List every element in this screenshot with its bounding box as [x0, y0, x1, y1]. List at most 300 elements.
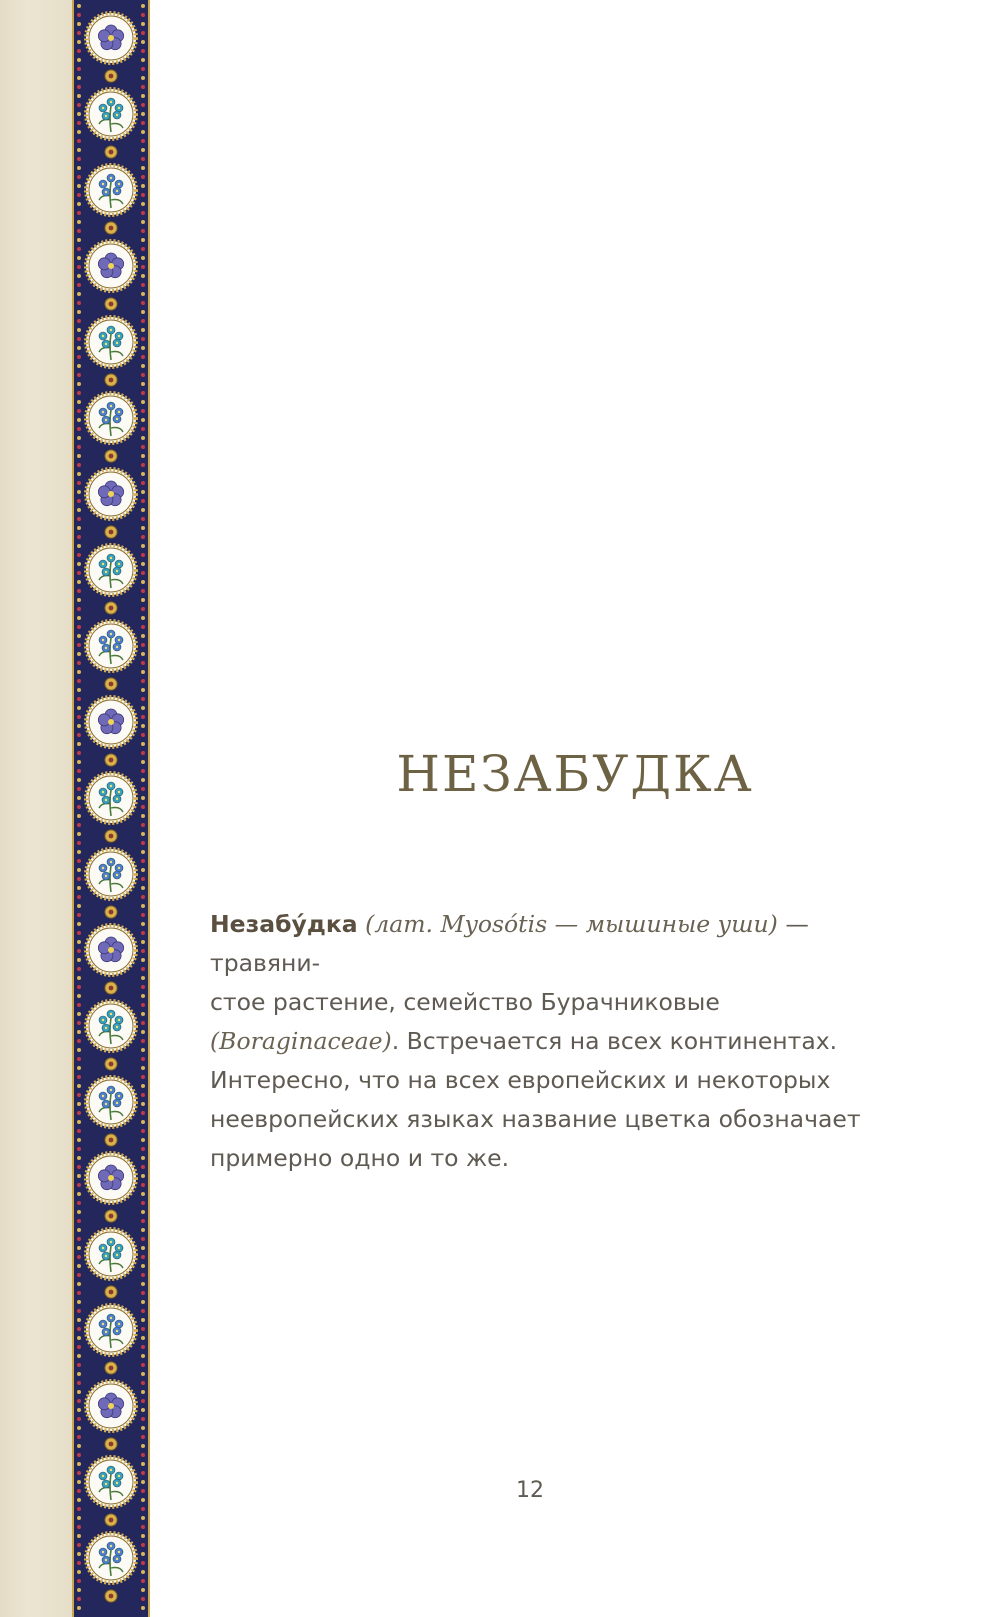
text-segment: стое растение, семейство Бурачниковые	[210, 988, 720, 1016]
border-dot	[141, 337, 145, 341]
border-dot	[77, 1291, 81, 1295]
border-dot	[77, 1138, 81, 1142]
border-dot	[77, 265, 81, 269]
border-dot	[141, 40, 145, 44]
border-dot	[77, 1075, 81, 1079]
border-dot	[77, 1057, 81, 1061]
border-dot	[141, 1534, 145, 1538]
border-dot	[141, 841, 145, 845]
border-dot	[141, 463, 145, 467]
border-dot	[141, 166, 145, 170]
flower-petal	[98, 30, 110, 42]
border-dot	[141, 1102, 145, 1106]
small-flower-center	[105, 1255, 107, 1257]
border-dot	[141, 967, 145, 971]
border-dot	[77, 4, 81, 8]
border-dot	[77, 1462, 81, 1466]
border-dot	[141, 607, 145, 611]
page-number: 12	[516, 1478, 544, 1503]
border-dot	[141, 553, 145, 557]
border-dot	[77, 1408, 81, 1412]
border-dot	[77, 58, 81, 62]
border-dot	[77, 976, 81, 980]
small-flower-center	[116, 190, 118, 192]
border-dot	[141, 688, 145, 692]
border-dot	[77, 895, 81, 899]
small-flower-center	[116, 1330, 118, 1332]
small-flower-center	[105, 875, 107, 877]
border-dot	[141, 1426, 145, 1430]
border-dot	[77, 292, 81, 296]
border-dot	[77, 715, 81, 719]
small-flower-center	[118, 1551, 120, 1553]
border-dot	[141, 1435, 145, 1439]
border-dot	[141, 949, 145, 953]
gold-rosette-center	[109, 530, 114, 535]
border-dot	[77, 1363, 81, 1367]
border-dot	[77, 544, 81, 548]
border-dot	[77, 490, 81, 494]
border-dot	[141, 724, 145, 728]
border-dot	[77, 319, 81, 323]
border-dot	[141, 1525, 145, 1529]
border-dot	[141, 715, 145, 719]
border-dot	[141, 670, 145, 674]
flower-petal	[98, 1170, 110, 1182]
border-dot	[77, 175, 81, 179]
border-dot	[77, 346, 81, 350]
border-dot	[77, 472, 81, 476]
border-dot	[141, 319, 145, 323]
border-dot	[141, 1480, 145, 1484]
border-dot	[141, 1345, 145, 1349]
border-dot	[141, 931, 145, 935]
flower-petal	[98, 714, 110, 726]
border-dot	[77, 1435, 81, 1439]
text-segment: .	[391, 1027, 400, 1055]
border-dot	[141, 535, 145, 539]
gold-rosette-center	[109, 1442, 114, 1447]
border-dot	[141, 832, 145, 836]
border-dot	[141, 1165, 145, 1169]
border-dot	[141, 436, 145, 440]
border-dot	[77, 445, 81, 449]
small-flower-center	[110, 1241, 112, 1243]
border-dot	[77, 1372, 81, 1376]
border-dot	[141, 589, 145, 593]
small-flower-center	[102, 1475, 104, 1477]
border-dot	[77, 841, 81, 845]
border-dot	[77, 1336, 81, 1340]
border-dot	[141, 49, 145, 53]
border-dot	[77, 742, 81, 746]
border-dot	[141, 1057, 145, 1061]
small-flower-center	[118, 1475, 120, 1477]
gold-rosette-center	[109, 454, 114, 459]
border-dot	[141, 193, 145, 197]
border-dot	[77, 499, 81, 503]
small-flower-center	[118, 563, 120, 565]
border-dot	[141, 76, 145, 80]
border-dot	[77, 1246, 81, 1250]
border-dot	[141, 1138, 145, 1142]
small-flower-center	[102, 1551, 104, 1553]
page-title: НЕЗАБУДКА	[396, 745, 754, 803]
border-dot	[77, 1399, 81, 1403]
border-dot	[141, 526, 145, 530]
border-dot	[77, 832, 81, 836]
small-flower-center	[116, 114, 118, 116]
small-flower-center	[102, 1019, 104, 1021]
border-dot	[141, 4, 145, 8]
border-dot	[77, 310, 81, 314]
border-dot	[77, 1426, 81, 1430]
gold-rosette-center	[109, 1138, 114, 1143]
small-flower-center	[110, 861, 112, 863]
border-dot	[77, 787, 81, 791]
border-dot	[141, 13, 145, 17]
border-dot	[77, 535, 81, 539]
border-dot	[77, 229, 81, 233]
border-dot	[77, 1039, 81, 1043]
border-dot	[77, 922, 81, 926]
border-dot	[141, 544, 145, 548]
border-dot	[77, 1048, 81, 1052]
border-dot	[77, 1228, 81, 1232]
border-dot	[77, 157, 81, 161]
border-dot	[141, 1273, 145, 1277]
border-dot	[141, 1399, 145, 1403]
border-dot	[77, 427, 81, 431]
gold-rosette-center	[109, 758, 114, 763]
border-dot	[77, 1282, 81, 1286]
border-dot	[77, 778, 81, 782]
border-dot	[77, 751, 81, 755]
small-flower-center	[118, 1247, 120, 1249]
border-dot	[141, 1093, 145, 1097]
small-flower-center	[110, 405, 112, 407]
border-dot	[77, 1444, 81, 1448]
border-dot	[141, 1390, 145, 1394]
border-dot	[141, 1201, 145, 1205]
border-dot	[77, 526, 81, 530]
border-dot	[141, 1021, 145, 1025]
flower-petal	[98, 258, 110, 270]
border-dot	[77, 1111, 81, 1115]
border-dot	[141, 1372, 145, 1376]
border-dot	[77, 1390, 81, 1394]
border-dot	[141, 994, 145, 998]
border-dot	[77, 364, 81, 368]
border-dot	[77, 733, 81, 737]
border-dot	[141, 697, 145, 701]
border-dot	[77, 643, 81, 647]
border-dot	[77, 1579, 81, 1583]
small-flower-center	[118, 335, 120, 337]
border-dot	[77, 418, 81, 422]
small-flower-center	[116, 1558, 118, 1560]
border-dot	[77, 1102, 81, 1106]
border-dot	[77, 139, 81, 143]
small-flower-center	[105, 115, 107, 117]
small-flower-center	[118, 1323, 120, 1325]
border-dot	[141, 859, 145, 863]
small-flower-center	[118, 1019, 120, 1021]
border-dot	[141, 580, 145, 584]
flower-center	[108, 1403, 114, 1409]
border-dot	[141, 1003, 145, 1007]
border-dot	[141, 139, 145, 143]
border-dot	[77, 706, 81, 710]
border-dot	[141, 202, 145, 206]
small-flower-center	[102, 183, 104, 185]
flower-petal	[98, 1398, 110, 1410]
border-dot	[77, 193, 81, 197]
border-dot	[141, 1255, 145, 1259]
border-dot	[141, 661, 145, 665]
border-dot	[141, 427, 145, 431]
border-dot	[77, 256, 81, 260]
ornament-svg	[74, 0, 148, 1617]
small-flower-center	[110, 785, 112, 787]
border-dot	[141, 328, 145, 332]
border-dot	[77, 1534, 81, 1538]
border-dot	[77, 967, 81, 971]
border-dot	[141, 1471, 145, 1475]
border-dot	[141, 805, 145, 809]
border-dot	[77, 850, 81, 854]
forget-me-not-ornamental-border	[72, 0, 150, 1617]
border-dot	[77, 607, 81, 611]
small-flower-center	[110, 1089, 112, 1091]
border-dot	[77, 31, 81, 35]
border-dot	[77, 1219, 81, 1223]
border-dot	[77, 130, 81, 134]
border-dot	[141, 409, 145, 413]
border-dot	[77, 1327, 81, 1331]
border-dot	[77, 40, 81, 44]
border-dot	[77, 1030, 81, 1034]
border-dot	[141, 1318, 145, 1322]
small-flower-center	[116, 1254, 118, 1256]
border-dot	[77, 1084, 81, 1088]
gold-rosette-center	[109, 1214, 114, 1219]
border-dot	[77, 904, 81, 908]
small-flower-center	[110, 557, 112, 559]
border-dot	[77, 1570, 81, 1574]
flower-center	[108, 719, 114, 725]
border-dot	[77, 400, 81, 404]
border-dot	[141, 301, 145, 305]
border-dot	[77, 661, 81, 665]
border-dot	[141, 310, 145, 314]
border-dot	[77, 409, 81, 413]
border-dot	[141, 886, 145, 890]
small-flower-center	[118, 107, 120, 109]
border-dot	[77, 571, 81, 575]
gold-rosette-center	[109, 986, 114, 991]
border-dot	[141, 481, 145, 485]
border-dot	[77, 1489, 81, 1493]
small-flower-center	[118, 411, 120, 413]
border-dot	[141, 1120, 145, 1124]
border-dot	[141, 616, 145, 620]
border-dot	[77, 13, 81, 17]
border-dot	[77, 1264, 81, 1268]
flower-center	[108, 263, 114, 269]
small-flower-center	[110, 177, 112, 179]
flower-center	[108, 35, 114, 41]
border-dot	[141, 1552, 145, 1556]
border-dot	[77, 1183, 81, 1187]
border-dot	[77, 391, 81, 395]
border-dot	[77, 1381, 81, 1385]
border-dot	[77, 301, 81, 305]
border-dot	[77, 22, 81, 26]
border-dot	[77, 1507, 81, 1511]
small-flower-center	[116, 1482, 118, 1484]
border-dot	[77, 580, 81, 584]
border-dot	[141, 1489, 145, 1493]
border-dot	[141, 391, 145, 395]
border-dot	[141, 733, 145, 737]
border-dot	[141, 1579, 145, 1583]
small-flower-center	[116, 798, 118, 800]
border-dot	[141, 1408, 145, 1412]
small-flower-center	[102, 411, 104, 413]
border-dot	[77, 634, 81, 638]
border-dot	[141, 256, 145, 260]
border-dot	[77, 49, 81, 53]
small-flower-center	[105, 419, 107, 421]
border-dot	[77, 283, 81, 287]
border-dot	[141, 130, 145, 134]
small-flower-center	[110, 1317, 112, 1319]
border-dot	[77, 373, 81, 377]
border-dot	[77, 1597, 81, 1601]
border-dot	[77, 1345, 81, 1349]
flower-center	[108, 1175, 114, 1181]
border-dot	[77, 688, 81, 692]
small-flower-center	[116, 1102, 118, 1104]
border-dot	[77, 598, 81, 602]
border-dot	[141, 1048, 145, 1052]
border-dot	[141, 1219, 145, 1223]
border-dot	[77, 85, 81, 89]
border-dot	[77, 589, 81, 593]
gold-rosette-center	[109, 74, 114, 79]
small-flower-center	[116, 1026, 118, 1028]
border-dot	[77, 148, 81, 152]
border-dot	[141, 1147, 145, 1151]
border-dot	[77, 760, 81, 764]
border-dot	[77, 1174, 81, 1178]
border-dot	[141, 1462, 145, 1466]
border-dot	[141, 1570, 145, 1574]
border-dot	[77, 211, 81, 215]
border-dot	[77, 913, 81, 917]
border-dot	[77, 247, 81, 251]
gold-rosette-center	[109, 1518, 114, 1523]
border-dot	[77, 238, 81, 242]
border-dot	[141, 247, 145, 251]
border-dot	[141, 1066, 145, 1070]
border-dot	[77, 517, 81, 521]
border-dot	[141, 1210, 145, 1214]
border-dot	[141, 742, 145, 746]
border-dot	[77, 220, 81, 224]
border-dot	[141, 634, 145, 638]
small-flower-center	[105, 343, 107, 345]
border-dot	[141, 229, 145, 233]
small-flower-center	[116, 570, 118, 572]
border-dot	[77, 796, 81, 800]
border-dot	[141, 796, 145, 800]
small-flower-center	[110, 101, 112, 103]
border-dot	[77, 202, 81, 206]
border-dot	[141, 679, 145, 683]
border-dot	[77, 814, 81, 818]
border-dot	[77, 805, 81, 809]
border-dot	[77, 940, 81, 944]
flower-petal	[98, 942, 110, 954]
small-flower-center	[116, 874, 118, 876]
border-dot	[141, 418, 145, 422]
border-dot	[77, 1192, 81, 1196]
border-dot	[77, 697, 81, 701]
border-dot	[141, 445, 145, 449]
term-name: Незабу́дка	[210, 910, 358, 938]
border-dot	[141, 112, 145, 116]
border-dot	[141, 877, 145, 881]
border-dot	[77, 877, 81, 881]
border-dot	[77, 1525, 81, 1529]
border-dot	[141, 1192, 145, 1196]
border-dot	[77, 1237, 81, 1241]
border-dot	[77, 463, 81, 467]
border-dot	[77, 1066, 81, 1070]
border-dot	[141, 850, 145, 854]
small-flower-center	[105, 191, 107, 193]
small-flower-center	[118, 183, 120, 185]
border-dot	[141, 562, 145, 566]
border-dot	[77, 382, 81, 386]
border-dot	[77, 454, 81, 458]
border-dot	[77, 724, 81, 728]
border-dot	[77, 1480, 81, 1484]
border-dot	[77, 184, 81, 188]
border-dot	[141, 787, 145, 791]
border-dot	[77, 76, 81, 80]
border-dot	[141, 1264, 145, 1268]
border-dot	[77, 1255, 81, 1259]
border-dot	[141, 895, 145, 899]
small-flower-center	[105, 1331, 107, 1333]
border-dot	[77, 1012, 81, 1016]
border-dot	[77, 562, 81, 566]
border-dot	[141, 814, 145, 818]
border-dot	[141, 175, 145, 179]
border-dot	[77, 1471, 81, 1475]
border-dot	[141, 58, 145, 62]
gold-rosette-center	[109, 910, 114, 915]
border-dot	[77, 328, 81, 332]
border-dot	[77, 1120, 81, 1124]
border-dot	[77, 1498, 81, 1502]
small-flower-center	[105, 647, 107, 649]
text-segment: — травяни-	[210, 910, 809, 977]
border-dot	[77, 274, 81, 278]
